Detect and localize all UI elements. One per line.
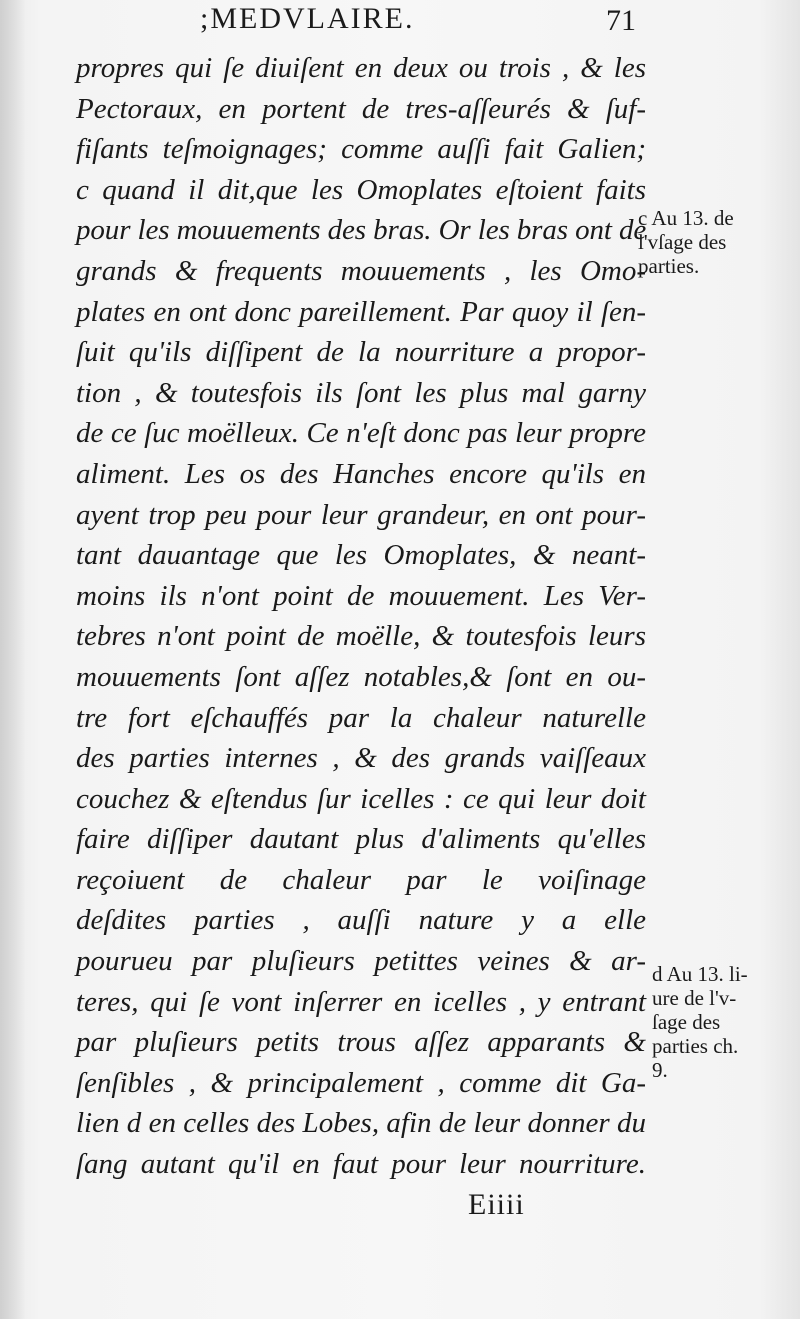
text-line: teres, qui ſe vont inſerrer en icelles , y entrant xyxy=(76,985,646,1018)
text-line: lien d en celles des Lobes, afin de leur donner du xyxy=(76,1107,646,1140)
margin-note-line: parties. xyxy=(638,254,700,278)
margin-note-line: ure de l'v- xyxy=(652,986,737,1010)
margin-note-d xyxy=(652,962,784,1082)
margin-note-c xyxy=(638,206,770,278)
text-line: mouuements ſont aſſez notables,& ſont en ou- xyxy=(76,660,646,693)
text-line: couchez & eſtendus ſur icelles : ce qui leur doit xyxy=(76,782,646,815)
text-line: ſenſibles , & principalement , comme dit Ga- xyxy=(76,1066,646,1099)
text-line: grands & frequents mouuements , les Omo- xyxy=(76,254,646,287)
running-title: ;MEDVLAIRE. xyxy=(200,2,415,35)
margin-note-line: ſage des xyxy=(652,1010,721,1034)
margin-note-line: l'vſage des xyxy=(638,230,727,254)
text-line: ayent trop peu pour leur grandeur, en ont pour- xyxy=(76,498,646,531)
text-line: fiſants teſmoignages; comme auſſi fait Galien; xyxy=(76,133,646,166)
text-line: pour les mouuements des bras. Or les bras ont de xyxy=(76,214,647,247)
margin-note-line: c Au 13. de xyxy=(638,206,734,230)
text-line: pourueu par pluſieurs petittes veines & ar- xyxy=(76,945,646,978)
gutter-shadow xyxy=(0,0,26,1319)
text-line: deſdites parties , auſſi nature y a elle xyxy=(76,904,646,937)
margin-note-line: d Au 13. li- xyxy=(652,962,748,986)
text-line: ſuit qu'ils diſſipent de la nourriture a propor- xyxy=(76,336,646,369)
text-line: Pectoraux, en portent de tres-aſſeurés & ſuf- xyxy=(76,92,646,125)
text-line: c quand il dit,que les Omoplates eſtoient faits xyxy=(76,173,646,206)
text-line: de ce ſuc moëlleux. Ce n'eſt donc pas leur propre xyxy=(76,417,646,450)
body-text xyxy=(76,48,646,1185)
text-line: faire diſſiper dautant plus d'aliments qu'elles xyxy=(76,823,646,856)
text-line: par pluſieurs petits trous aſſez apparants & xyxy=(76,1026,646,1059)
text-line: ſang autant qu'il en faut pour leur nourriture. xyxy=(76,1148,646,1181)
text-line: des parties internes , & des grands vaiſſeaux xyxy=(76,742,646,775)
margin-note-line: parties ch. xyxy=(652,1034,739,1058)
text-line: moins ils n'ont point de mouuement. Les Ver- xyxy=(76,579,646,612)
text-line: tebres n'ont point de moëlle, & toutesfois leurs xyxy=(76,620,646,653)
text-line: tion , & toutesfois ils ſont les plus mal garny xyxy=(76,376,646,409)
text-line: tre fort eſchauffés par la chaleur naturelle xyxy=(76,701,646,734)
text-line: reçoiuent de chaleur par le voiſinage xyxy=(76,863,646,896)
margin-note-line: 9. xyxy=(652,1058,668,1082)
text-line: propres qui ſe diuiſent en deux ou trois , & les xyxy=(76,52,646,84)
text-line: tant dauantage que les Omoplates, & neant- xyxy=(76,539,646,572)
signature-mark: Eiiii xyxy=(468,1188,525,1221)
text-line: aliment. Les os des Hanches encore qu'ils en xyxy=(76,457,646,490)
text-line: plates en ont donc pareillement. Par quoy il ſen- xyxy=(76,295,646,328)
page-number: 71 xyxy=(606,4,636,37)
